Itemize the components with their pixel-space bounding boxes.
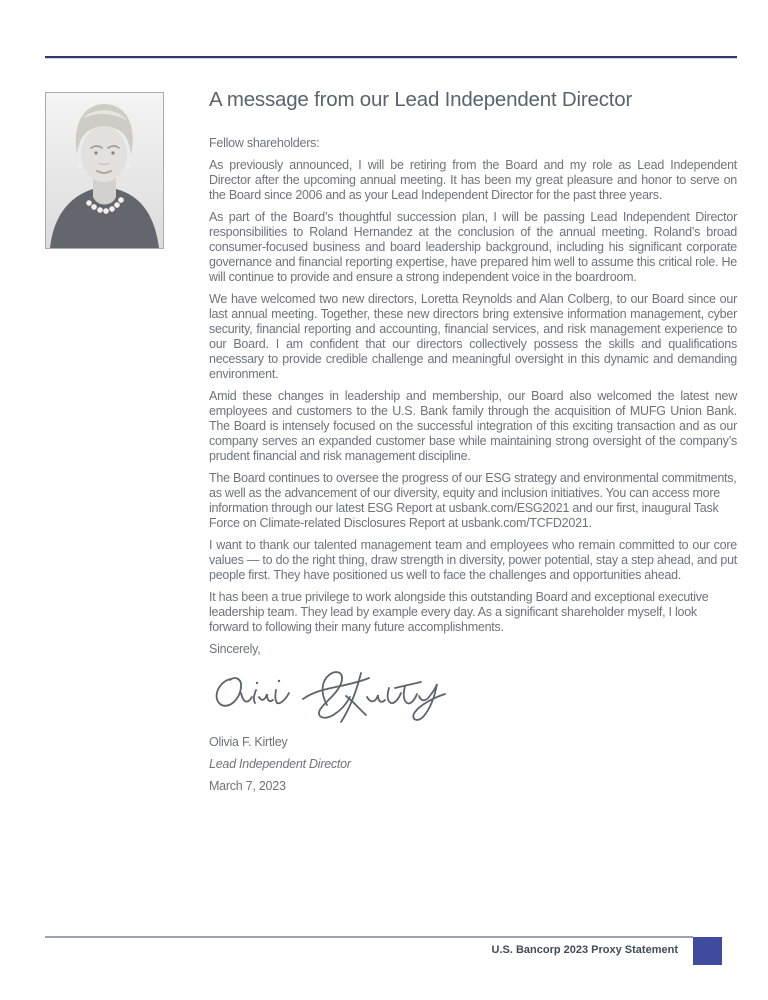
page-title: A message from our Lead Independent Director [209,88,633,111]
signature-image [209,664,737,731]
closing: Sincerely, [209,642,261,656]
paragraph-thanks: I want to thank our talented management team and employees who remain committed to our core values — to do the right thing, draw strength in diversity, power potential, stay a step ahead, and put people first. They have positioned us well to face the challenges and opportunities ahead. [209,538,737,582]
paragraph-succession: As part of the Board’s thoughtful succession plan, I will be passing Lead Independent Director responsibilities to Roland Hernandez at the conclusion of the annual meeting. Roland’s broad consumer-focused business and board leadership background, including his significant corporate governance and financial reporting expertise, have prepared him well to assume this critical role. He will continue to provide and ensure a strong independent voice in the boardroom. [209,210,737,284]
paragraph-retirement: As previously announced, I will be retiring from the Board and my role as Lead Independent Director after the upcoming annual meeting. It has been my great pleasure and honor to serve on the Board since 2006 and as your Lead Independent Director for the past three years. [209,158,737,202]
paragraph-esg: The Board continues to oversee the progress of our ESG strategy and environmental commitments, as well as the advancement of our diversity, equity and inclusion initiatives. You can access more information through our latest ESG Report at usbank.com/ESG2021 and our first, inaugural Task Force on Climate-related Disclosures Report at usbank.com/TCFD2021. [209,471,737,530]
paragraph-new-directors: We have welcomed two new directors, Loretta Reynolds and Alan Colberg, to our Board since our last annual meeting. Together, these new directors bring extensive information management, cyber security, financial reporting and accounting, financial services, and risk management experience to our Board. I am confident that our directors collectively possess the skills and qualifications necessary to provide credible challenge and meaningful oversight in this dynamic and demanding environment. [209,292,737,381]
footer-divider-rule [45,936,693,938]
letter-date: March 7, 2023 [209,779,286,793]
paragraph-privilege: It has been a true privilege to work alongside this outstanding Board and exceptional executive leadership team. They lead by example every day. As a significant shareholder myself, I look forward to following their many future accomplishments. [209,590,709,634]
paragraph-mufg-acquisition: Amid these changes in leadership and membership, our Board also welcomed the latest new employees and customers to the U.S. Bank family through the acquisition of MUFG Union Bank. The Board is intensely focused on the successful integration of this exciting transaction and as our company serves an expanded customer base while maintaining strong oversight of the company’s prudent financial and risk management discipline. [209,389,737,463]
letter-body [209,88,737,801]
signer-name: Olivia F. Kirtley [209,735,288,749]
portrait-illustration [46,93,163,248]
top-divider-rule [45,56,737,59]
signature-strokes [209,664,447,726]
director-portrait-photo [45,92,164,249]
footer-document-title: U.S. Bancorp 2023 Proxy Statement [491,944,678,956]
salutation: Fellow shareholders: [209,136,320,150]
footer-brand-square [693,937,722,965]
signer-title: Lead Independent Director [209,757,351,771]
